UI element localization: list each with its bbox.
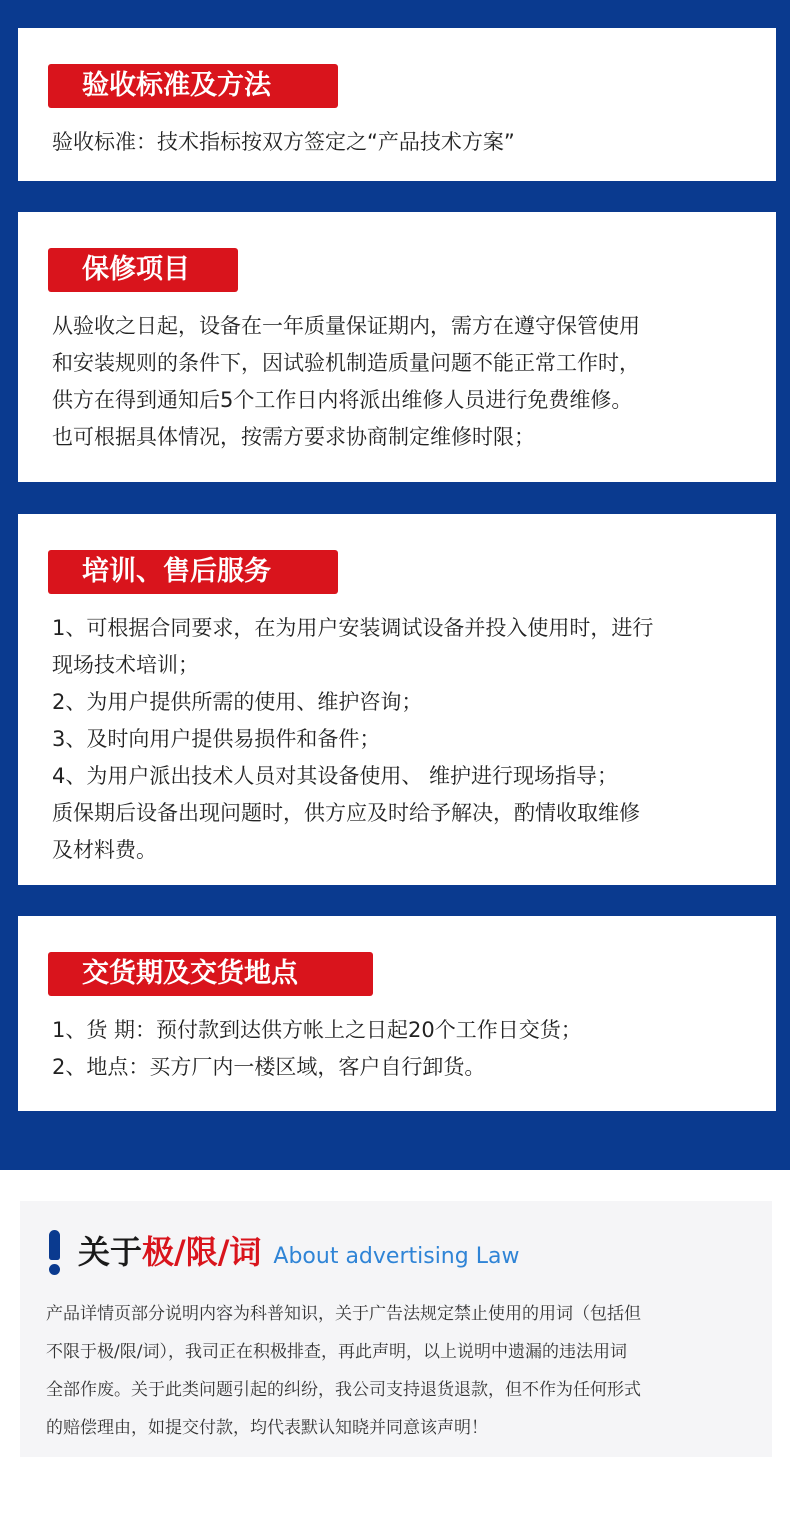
notice-heading-highlight: 极/限/词 [142,1233,262,1271]
section-line: 从验收之日起，设备在一年质量保证期内，需方在遵守保管使用 [52,314,640,338]
section-delivery [18,916,776,1111]
section-line: 验收标准：技术指标按双方签定之“产品技术方案” [52,130,515,154]
notice-heading [78,1231,519,1273]
section-line: 4、为用户派出技术人员对其设备使用、 维护进行现场指导； [52,764,619,788]
section-line: 1、货 期：预付款到达供方帐上之日起20个工作日交货； [52,1018,582,1042]
section-line: 也可根据具体情况，按需方要求协商制定维修时限； [52,425,535,449]
section-body [52,610,756,869]
section-body [52,308,756,456]
section-title: 交货期及交货地点 [48,952,373,996]
notice-heading-prefix: 关于 [78,1233,143,1271]
notice-line: 全部作废。关于此类问题引起的纠纷，我公司支持退货退款，但不作为任何形式 [46,1380,641,1400]
section-line: 现场技术培训； [52,653,199,677]
notice-line: 产品详情页部分说明内容为科普知识，关于广告法规定禁止使用的用词（包括但 [46,1304,641,1324]
notice-line: 不限于极/限/词），我司正在积极排查，再此声明，以上说明中遗漏的违法用词 [46,1342,627,1362]
section-line: 1、可根据合同要求，在为用户安装调试设备并投入使用时，进行 [52,616,654,640]
section-acceptance [18,28,776,181]
section-line: 供方在得到通知后5个工作日内将派出维修人员进行免费维修。 [52,388,633,412]
section-body [52,1012,756,1086]
section-line: 质保期后设备出现问题时，供方应及时给予解决，酌情收取维修 [52,801,640,825]
section-warranty [18,212,776,482]
section-title: 验收标准及方法 [48,64,338,108]
notice-text [46,1295,761,1447]
section-line: 及材料费。 [52,838,157,862]
section-title: 保修项目 [48,248,238,292]
section-line: 2、为用户提供所需的使用、维护咨询； [52,690,423,714]
section-line: 和安装规则的条件下，因试验机制造质量问题不能正常工作时， [52,351,640,375]
exclamation-icon [48,1230,62,1276]
section-training-service [18,514,776,885]
advertising-law-notice [20,1201,772,1457]
section-title: 培训、售后服务 [48,550,338,594]
notice-line: 的赔偿理由，如提交付款，均代表默认知晓并同意该声明！ [46,1418,488,1438]
section-body [52,124,756,161]
section-line: 2、地点：买方厂内一楼区域，客户自行卸货。 [52,1055,486,1079]
section-line: 3、及时向用户提供易损件和备件； [52,727,381,751]
notice-heading-english: About advertising Law [273,1244,520,1269]
